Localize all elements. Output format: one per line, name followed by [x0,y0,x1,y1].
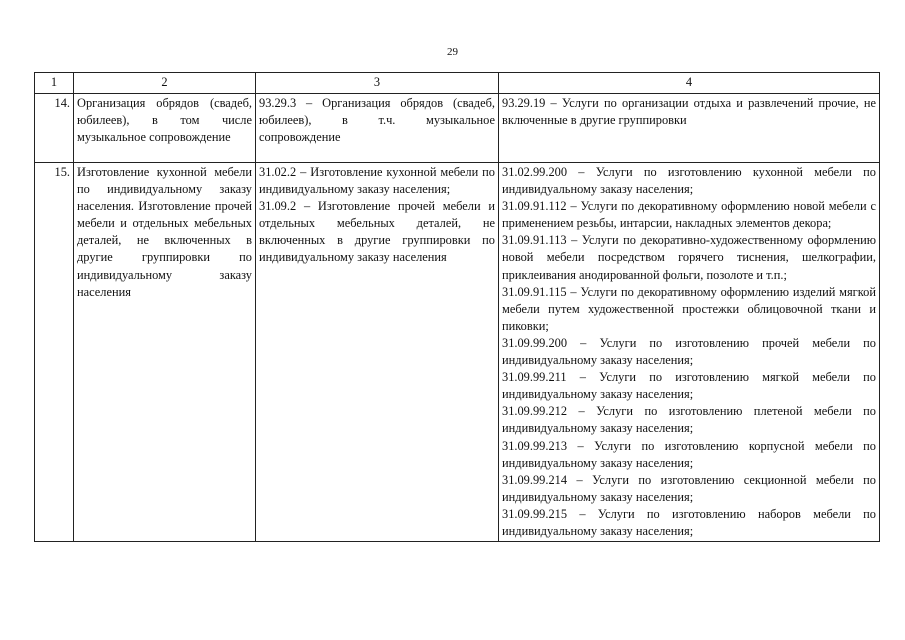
okpd-entry: 31.09.99.211 – Услуги по изготовлению мягкой мебели по индивидуальному заказу населения; [502,370,876,402]
okpd-entry: 31.09.99.200 – Услуги по изготовлению прочей мебели по индивидуальному заказу населения; [502,335,876,368]
header-cell: 1 [35,73,74,94]
table-row [35,163,880,542]
okpd-entry: 31.09.99.214 – Услуги по изготовлению секционной мебели по индивидуальному заказу населения; [502,472,876,504]
okpd-entry: 31.09.91.113 – Услуги по декоративно-художественному оформлению новой мебели посредством горячего тиснения, шелкографии, приклеивания анодированной фольги, позолоте и т.п.; [502,233,876,282]
activity-name: Изготовление кухонной мебели по индивидуальному заказу населения. Изготовление прочей мебели и отдельных мебельных деталей, не включенных в другие группировки по индивидуальному заказу населения [74,163,256,542]
header-cell: 2 [74,73,256,94]
okpd-entry: 93.29.19 – Услуги по организации отдыха и развлечений прочие, не включенные в другие группировки [502,96,876,128]
okpd-entry: 31.09.91.112 – Услуги по декоративному оформлению новой мебели с применением резьбы, интарсии, накладных элементов декора; [502,199,876,231]
activity-name: Организация обрядов (свадеб, юбилеев), в том числе музыкальное сопровождение [74,94,256,163]
row-number: 15. [35,163,74,542]
table-row [35,94,880,163]
okpd-codes [499,94,880,163]
header-cell: 3 [256,73,499,94]
okved-code [256,163,499,542]
okved-code: 93.29.3 – Организация обрядов (свадеб, юбилеев), в т.ч. музыкальное сопровождение [256,94,499,163]
page-number: 29 [447,46,458,58]
okved-entry: 31.09.2 – Изготовление прочей мебели и отдельных мебельных деталей, не включенных в другие группировки по индивидуальному заказу населения [259,199,495,265]
okpd-codes [499,163,880,542]
okved-entry: 31.02.2 – Изготовление кухонной мебели по индивидуальному заказу населения; [259,165,495,197]
okpd-entry: 31.09.99.213 – Услуги по изготовлению корпусной мебели по индивидуальному заказу населения; [502,438,876,470]
okpd-entry: 31.09.99.215 – Услуги по изготовлению наборов мебели по индивидуальному заказу населения; [502,506,876,538]
header-cell: 4 [499,73,880,94]
okpd-entry: 31.02.99.200 – Услуги по изготовлению кухонной мебели по индивидуальному заказу населения; [502,165,876,197]
okpd-entry: 31.09.99.212 – Услуги по изготовлению плетеной мебели по индивидуальному заказу населения; [502,404,876,436]
row-number: 14. [35,94,74,163]
okpd-entry: 31.09.91.115 – Услуги по декоративному оформлению изделий мягкой мебели путем художественной простежки облицовочной ткани и пиковки; [502,284,876,333]
classification-table [34,72,880,542]
header-row [35,73,880,94]
